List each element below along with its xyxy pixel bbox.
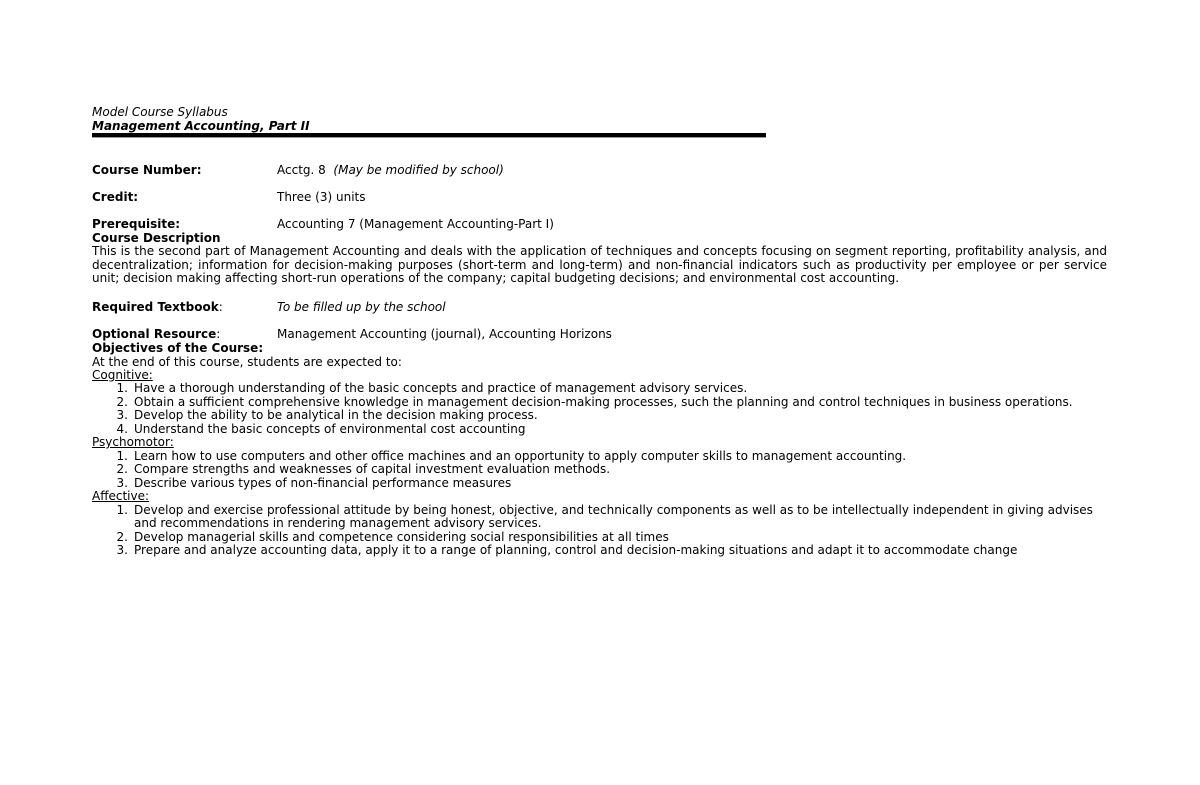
psychomotor-list	[92, 450, 1107, 491]
credit-row	[92, 190, 1107, 204]
required-textbook-row	[92, 300, 1107, 314]
optional-resource-label: Optional Resource:	[92, 326, 221, 341]
course-number-note: (May be modified by school)	[333, 163, 504, 177]
list-item: 2. Compare strengths and weaknesses of capital investment evaluation methods.	[116, 462, 611, 476]
cognitive-list	[92, 382, 1107, 436]
prerequisite-label: Prerequisite:	[92, 217, 181, 231]
list-item: 4. Understand the basic concepts of environmental cost accounting	[116, 421, 526, 436]
optional-resource-value: Management Accounting (journal), Accounting Horizons	[277, 326, 612, 341]
list-item: 2. Develop managerial skills and competence considering social responsibilities at all times	[116, 529, 669, 544]
syllabus-page	[92, 105, 1107, 558]
objectives-intro: At the end of this course, students are expected to:	[92, 354, 402, 369]
course-title: Management Accounting, Part II	[92, 119, 310, 133]
header-rule	[92, 133, 766, 138]
psychomotor-title: Psychomotor:	[92, 435, 174, 449]
list-item: 1. Learn how to use computers and other office machines and an opportunity to apply computer skills to management accounting.	[116, 448, 907, 463]
list-item: 3. Prepare and analyze accounting data, apply it to a range of planning, control and decision-making situations and adapt it to accommodate change	[116, 543, 1018, 557]
course-number-value: Acctg. 8 (May be modified by school)	[277, 163, 504, 177]
credit-value: Three (3) units	[277, 190, 366, 204]
affective-title: Affective:	[92, 489, 150, 503]
list-item: 3. Describe various types of non-financial performance measures	[116, 475, 512, 490]
optional-resource-row	[92, 327, 1107, 341]
course-description-text: This is the second part of Management Accounting and deals with the application of techniques and concepts focusing on segment reporting, profitability analysis, and decentralization; information for decision-making purposes (short-term and long-term) and non-financial indicators such as productivity per employee or per service unit; decision making affecting short-run operations of the company; capital budgeting decisions; and environmental cost accounting.	[92, 244, 1107, 285]
course-number-label: Course Number:	[92, 163, 202, 177]
list-item: 1. Have a thorough understanding of the basic concepts and practice of management advisory services.	[116, 381, 748, 395]
prerequisite-value: Accounting 7 (Management Accounting-Part I)	[277, 217, 554, 231]
list-item: 3. Develop the ability to be analytical in the decision making process.	[116, 408, 538, 422]
affective-list	[92, 504, 1107, 558]
cognitive-title: Cognitive:	[92, 367, 153, 382]
document-title: Model Course Syllabus	[92, 105, 228, 119]
objectives-heading: Objectives of the Course:	[92, 340, 264, 355]
course-description-heading: Course Description	[92, 231, 221, 245]
credit-label: Credit:	[92, 190, 139, 204]
required-textbook-value: To be filled up by the school	[277, 299, 446, 314]
required-textbook-label: Required Textbook:	[92, 299, 223, 314]
list-item: 1. Develop and exercise professional attitude by being honest, objective, and technically components as well as to be intellectually independent in giving advises and recommendations in rendering management advisory services.	[116, 502, 1093, 530]
list-item: 2. Obtain a sufficient comprehensive knowledge in management decision-making processes, such the planning and control techniques in business operations.	[116, 394, 1073, 409]
course-number-row	[92, 163, 1107, 177]
prerequisite-row	[92, 217, 1107, 231]
